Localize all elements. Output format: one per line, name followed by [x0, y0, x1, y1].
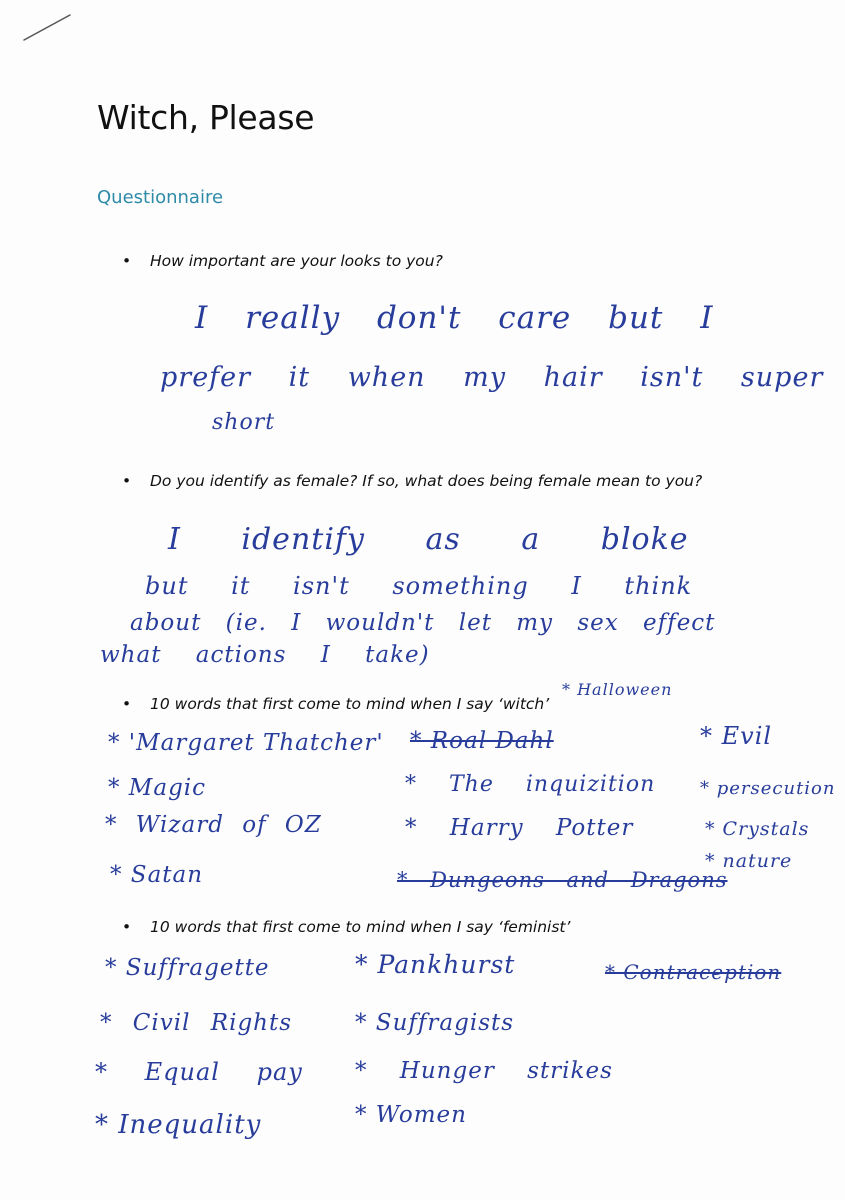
answer-line: I identify as a bloke	[168, 522, 689, 557]
feminist-word: * Civil Rights	[100, 1010, 293, 1036]
question-looks	[122, 252, 443, 270]
section-heading: Questionnaire	[97, 187, 224, 208]
answer-line: but it isn't something I think	[145, 572, 693, 600]
witch-word: * Wizard of OZ	[105, 812, 322, 838]
bullet: •	[122, 252, 132, 270]
question-text: Do you identify as female? If so, what does being female mean to you?	[150, 472, 703, 490]
bullet: •	[122, 695, 132, 713]
feminist-word: * Suffragists	[355, 1010, 515, 1036]
question-female	[122, 472, 702, 490]
question-feminist	[122, 918, 570, 936]
document-title: Witch, Please	[97, 98, 315, 137]
witch-word: * Crystals	[705, 818, 810, 840]
answer-line: I really don't care but I	[195, 300, 714, 336]
answer-line: short	[212, 410, 276, 435]
witch-word: * Magic	[108, 775, 207, 801]
question-text: 10 words that first come to mind when I say ‘feminist’	[150, 918, 571, 936]
feminist-word: * Pankhurst	[355, 950, 516, 979]
witch-word: * nature	[705, 850, 793, 872]
witch-word: * The inquizition	[405, 772, 656, 797]
bullet: •	[122, 918, 132, 936]
feminist-word: * Inequality	[95, 1110, 262, 1140]
witch-word: * Halloween	[562, 680, 673, 699]
feminist-word: * Contraception	[605, 960, 782, 984]
question-text: How important are your looks to you?	[150, 252, 443, 270]
answer-line: what actions I take)	[100, 642, 430, 668]
bullet: •	[122, 472, 132, 490]
stray-pen-mark	[22, 12, 74, 42]
feminist-word: * Women	[355, 1102, 467, 1128]
answer-line: about (ie. I wouldn't let my sex effect	[130, 610, 716, 636]
feminist-word: * Hunger strikes	[355, 1058, 613, 1084]
witch-word: * persecution	[700, 778, 836, 799]
witch-word: * 'Margaret Thatcher'	[108, 730, 384, 756]
witch-word: * Roal Dahl	[410, 728, 554, 754]
question-witch	[122, 695, 549, 713]
question-text: 10 words that first come to mind when I say ‘witch’	[150, 695, 550, 713]
witch-word: * Dungeons and Dragons	[397, 868, 728, 892]
feminist-word: * Equal pay	[95, 1058, 303, 1086]
answer-line: prefer it when my hair isn't super	[160, 362, 824, 393]
feminist-word: * Suffragette	[105, 955, 270, 981]
witch-word: * Evil	[700, 722, 773, 750]
witch-word: * Satan	[110, 862, 204, 888]
witch-word: * Harry Potter	[405, 815, 634, 841]
